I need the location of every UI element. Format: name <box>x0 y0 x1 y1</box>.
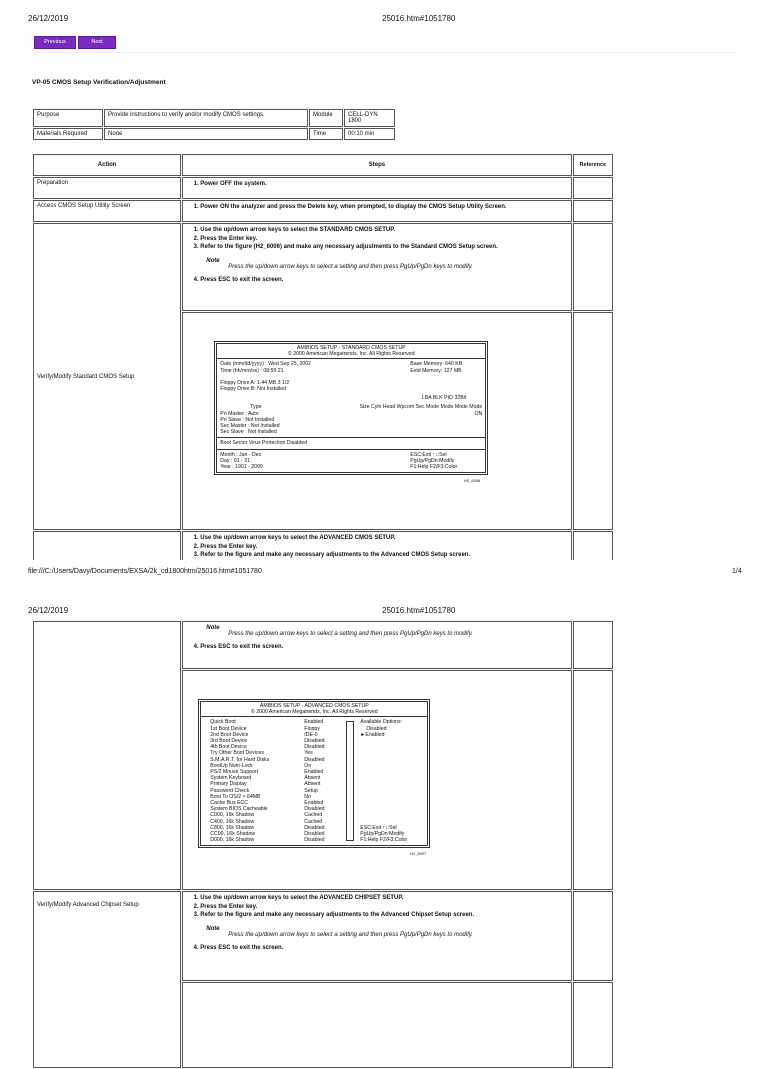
bios-setting-name: PS/2 Mouse Support <box>210 769 259 776</box>
page-2 <box>0 600 768 1024</box>
bios-setting-value: Cached <box>304 818 323 825</box>
note <box>206 926 567 938</box>
header-file: 25016.htm#1051780 <box>382 14 456 23</box>
bios-setting-name: Primary Display <box>210 781 247 788</box>
bios-setting-value: Yes <box>304 750 313 757</box>
col-steps: Steps <box>182 154 571 176</box>
reference-cell <box>573 200 613 222</box>
purpose-value: Provide instructions to verify and/or modify CMOS settings. <box>104 109 308 127</box>
footer-page: 1/4 <box>732 568 742 575</box>
step-item: 4. Press ESC to exit the screen. <box>200 276 567 285</box>
figure-cell <box>182 312 571 530</box>
step-item: 1. Use the up/down arrow keys to select the ADVANCED CHIPSET SETUP. <box>200 894 567 903</box>
reference-cell <box>573 177 613 199</box>
bios-setting-name: D000, 16k Shadow <box>210 837 255 844</box>
materials-label: Materials Required <box>33 128 103 140</box>
reference-cell <box>573 621 613 669</box>
bios-setting-name: System Keyboard <box>210 775 252 782</box>
step-item: 3. Refer to the figure and make any necessary adjustments to the Advanced CMOS Setup screen. <box>200 551 567 560</box>
reference-cell <box>573 312 613 530</box>
action-cell: Access CMOS Setup Utility Screen <box>33 200 181 222</box>
note <box>206 258 567 270</box>
figure-cell <box>182 982 571 1068</box>
action-cell: Verify/Modify Standard CMOS Setup <box>33 223 181 530</box>
time-value: 00:10 min <box>344 128 395 140</box>
note-label: Note <box>206 257 220 264</box>
bios-setting-name: Try Other Boot Devices <box>210 750 264 757</box>
step-item: 1. Use the up/down arrow keys to select the ADVANCED CMOS SETUP. <box>200 534 567 543</box>
bios-advanced-figure: AMIBIOS SETUP - ADVANCED CMOS SETUP © 2000 American Megatrends, Inc. All Rights Reserved Quick Boot 1st Boot Device 2nd Boot Device 3rd Boot Device 4th Boot Device Try Other Boot Devices S.M.A.R.T. for Hard Disks BootUp Num-Lock PS/2 Mouse Support System Keyboard Primary Display Password Check Boot To OS/2 > 64MB Cache Bus ECC System BIOS Cacheable C000, 16k Shadow C400, 16k Shadow C800, 16k Shadow CC00, 16k Shadow D000, 16k Shadow Enabled Floppy IDE-0 Disabled Disabled Yes Disabled On Enabled Absent Absent Setup No Enabled Disabled Cached Cached Disabled Disabled Disabled Available Options: Disabled ►Enabled ESC:Exit ↑↓:Sel PgUp/PgDn:Modify F1:Help F2/F3:Color <box>198 699 430 848</box>
note-text: Press the up/down arrow keys to select a setting and then press PgUp/PgDn keys to modify. <box>228 931 473 938</box>
bios-setting-name: System BIOS Cacheable <box>210 806 268 813</box>
purpose-label: Purpose <box>33 109 103 127</box>
bios-setting-value: On <box>304 762 312 769</box>
bios-setting-name: C000, 16k Shadow <box>210 812 255 819</box>
bios-standard-figure: AMIBIOS SETUP - STANDARD CMOS SETUP © 2000 American Megatrends, Inc. All Rights Reserved Date (mm/dd/yyyy) : Wed Sep 25, 2002 Base Memory: 640 KB Time (hh/mm/ss) : 08:55:21 Extd Memory: 127 MB Floppy Drive A: 1.44 MB 3 1/2 Floppy Drive B: Not Installed LBA BLK PIO 32Bit Type Size Cyln Head Wpcom Sec Mode Mode Mode Mode Pri Master : Auto ON Pri Slave : Not Installed Sec Master : Not Installed Sec Slave : Not Installed Boot Sector Virus Protection Disabled Month : Jan - Dec Day : 01 - 31 Year : 1901 - 2099 ESC:Exit ↑↓:Sel PgUp/PgDn:Modify F1:Help F2/F3:Color <box>214 341 488 475</box>
divider <box>32 52 734 53</box>
time-label: Time <box>309 128 343 140</box>
bios-setting-name: 2nd Boot Device <box>210 731 249 738</box>
header-date: 26/12/2019 <box>28 14 69 23</box>
bios-setting-value: Absent <box>304 775 321 782</box>
step-item: 3. Refer to the figure and make any necessary adjustments to the Advanced Chipset Setup screen. <box>200 911 567 920</box>
step-item: 2. Press the Enter key. <box>200 903 567 912</box>
bios-setting-name: C800, 16k Shadow <box>210 824 255 831</box>
note-text: Press the up/down arrow keys to select a setting and then press PgUp/PgDn keys to modify. <box>228 263 473 270</box>
note-text: Press the up/down arrow keys to select a setting and then press PgUp/PgDn keys to modify. <box>228 631 473 637</box>
col-reference: Reference <box>573 154 613 176</box>
note <box>206 625 567 637</box>
bios-setting-value: Enabled <box>304 769 324 776</box>
reference-cell <box>573 670 613 890</box>
bios-setting-name: Boot To OS/2 > 64MB <box>210 793 261 800</box>
bios-setting-value: Disabled <box>304 738 325 745</box>
steps-cell <box>182 621 571 669</box>
col-action: Action <box>33 154 181 176</box>
header-date: 26/12/2019 <box>28 606 69 615</box>
bios-setting-value: Disabled <box>304 744 325 751</box>
figure-tag: H2_6007 <box>410 851 427 857</box>
steps-cell <box>182 177 571 199</box>
bios-setting-value: Setup <box>304 787 318 794</box>
bios-setting-name: C400, 16k Shadow <box>210 818 255 825</box>
module-value: CELL-DYN 1800 <box>344 109 395 127</box>
bios-setting-name: S.M.A.R.T. for Hard Disks <box>210 756 270 763</box>
doc-title: VP-05 CMOS Setup Verification/Adjustment <box>32 79 166 86</box>
bios-setting-name: CC00, 16k Shadow <box>210 831 255 838</box>
step-item: 1. Use the up/down arrow keys to select the STANDARD CMOS SETUP. <box>200 226 567 235</box>
bios-setting-name: BootUp Num-Lock <box>210 762 253 769</box>
bios-setting-value: Enabled <box>304 800 324 807</box>
steps-table-continued <box>32 620 614 1069</box>
reference-cell <box>573 891 613 981</box>
note-label: Note <box>206 925 220 932</box>
figure-tag: H2_6006 <box>464 478 481 484</box>
step-item: 4. Press ESC to exit the screen. <box>200 643 567 652</box>
bios-setting-value: Disabled <box>304 756 325 763</box>
bios-setting-value: Cached <box>304 812 323 819</box>
action-cell <box>33 621 181 890</box>
bios-setting-value: IDE-0 <box>304 731 318 738</box>
bios-setting-name: Password Check <box>210 787 250 794</box>
module-label: Module <box>309 109 343 127</box>
steps-cell <box>182 200 571 222</box>
bios-setting-value: Absent <box>304 781 321 788</box>
footer-path: file:///C:/Users/Davy/Documents/EXSA/2k_cd1800htm/25016.htm#1051780 <box>28 568 262 575</box>
step-item: 4. Press ESC to exit the screen. <box>200 944 567 953</box>
scrollbar[interactable] <box>346 721 354 841</box>
bios-setting-name: 3rd Boot Device <box>210 738 248 745</box>
reference-cell <box>573 223 613 311</box>
bios-setting-name: 4th Boot Device <box>210 744 247 751</box>
bios-setting-value: Disabled <box>304 837 325 844</box>
info-table <box>32 108 396 141</box>
action-cell: Preparation <box>33 177 181 199</box>
step-item: 2. Press the Enter key. <box>200 543 567 552</box>
step-item: 1. Power ON the analyzer and press the Delete key, when prompted, to display the CMOS Setup Utility Screen. <box>200 203 567 212</box>
steps-cell <box>182 223 571 311</box>
next-button[interactable]: Next <box>78 36 116 49</box>
bios-setting-value: Disabled <box>304 831 325 838</box>
bios-setting-value: Disabled <box>304 806 325 813</box>
steps-cell <box>182 891 571 981</box>
step-item: 1. Power OFF the system. <box>200 180 567 189</box>
header-file: 25016.htm#1051780 <box>382 606 456 615</box>
step-item: 3. Refer to the figure (H2_6006) and make any necessary adjustments to the Standard CMOS Setup screen. <box>200 243 567 252</box>
bios-setting-value: Disabled <box>304 824 325 831</box>
bios-setting-name: Cache Bus ECC <box>210 800 249 807</box>
bios-setting-name: Quick Boot <box>210 719 236 726</box>
step-item: 2. Press the Enter key. <box>200 235 567 244</box>
bios-setting-value: No <box>304 793 311 800</box>
materials-value: None <box>104 128 308 140</box>
action-cell: Verify/Modify Advanced Chipset Setup <box>33 891 181 1068</box>
steps-table <box>32 153 614 598</box>
bios-setting-value: Enabled <box>304 719 324 726</box>
bios-setting-name: 1st Boot Device <box>210 725 247 732</box>
bios-setting-value: Floppy <box>304 725 320 732</box>
previous-button[interactable]: Previous <box>34 36 76 49</box>
reference-cell <box>573 982 613 1068</box>
figure-cell <box>182 670 571 890</box>
note-label: Note <box>206 625 220 631</box>
